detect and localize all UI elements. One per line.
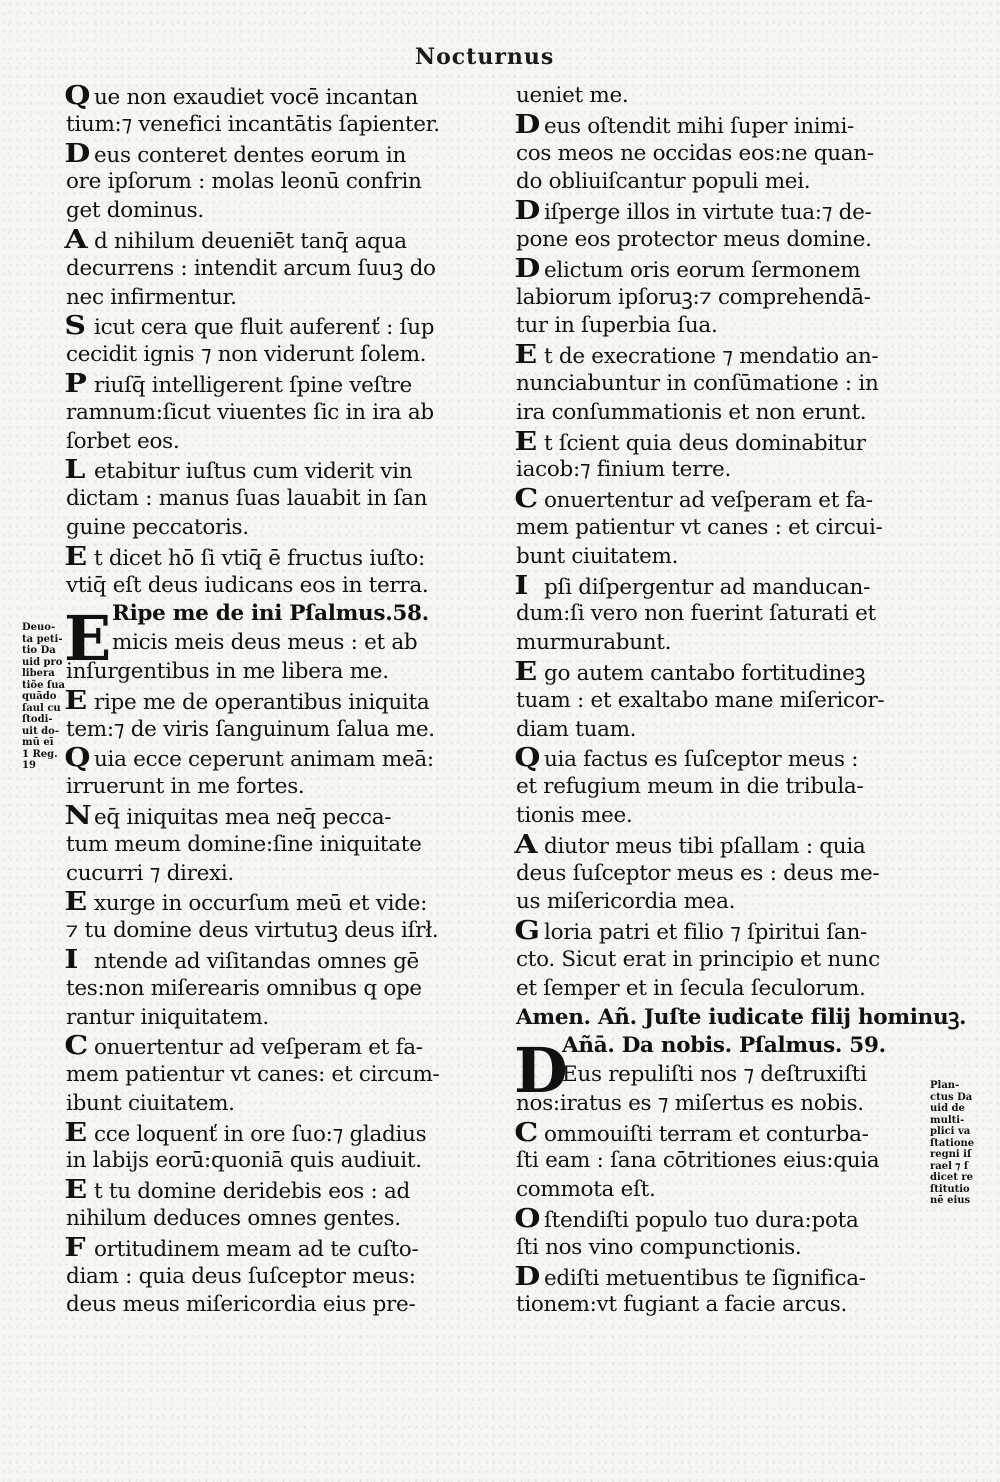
- text-line: [66, 1263, 486, 1292]
- text-line: [516, 456, 926, 485]
- text-line: [66, 1291, 486, 1320]
- text-line: [66, 802, 486, 831]
- line-text: nec infirmentur.: [66, 284, 237, 310]
- verse-initial: A: [64, 224, 88, 255]
- verse-initial: Q: [64, 81, 91, 111]
- text-line: [516, 82, 926, 111]
- text-line: [66, 831, 486, 860]
- text-line: [516, 1004, 967, 1033]
- text-line: [66, 716, 486, 745]
- line-text: mem patientur vt canes : et circui-: [516, 514, 883, 540]
- line-text: guine peccatoris.: [66, 514, 249, 540]
- text-line: [66, 1090, 486, 1119]
- line-text: ntende ad viſitandas omnes gē: [94, 948, 419, 974]
- text-line: [516, 716, 926, 745]
- line-text: diutor meus tibi pſallam : quia: [544, 833, 866, 859]
- text-line: [516, 1176, 926, 1205]
- line-text: nunciabuntur in conſūmatione : in: [516, 370, 879, 396]
- text-line: [66, 255, 486, 284]
- text-line: [66, 687, 486, 716]
- line-text: Ripe me de ini Pſalmus.58.: [112, 601, 429, 627]
- line-text: nihilum deduces omnes gentes.: [66, 1206, 401, 1232]
- text-line: [66, 1119, 486, 1148]
- line-text: icut cera que fluit auferenť : ſup: [94, 315, 435, 341]
- verse-initial: E: [64, 1117, 87, 1148]
- line-text: tes:non miſerearis omnibus q ope: [66, 975, 422, 1001]
- line-text: ibunt ciuitatem.: [66, 1090, 235, 1116]
- text-line: [66, 975, 486, 1004]
- text-line: [66, 917, 486, 946]
- line-text: elictum oris eorum ſermonem: [544, 257, 861, 283]
- line-text: d nihilum deueniēt tanq̄ aqua: [94, 228, 407, 254]
- line-text: xurge in occurſum meū et vide:: [94, 891, 428, 917]
- line-text: do obliuiſcantur populi mei.: [516, 169, 811, 195]
- line-text: uia factus es ſuſceptor meus :: [544, 747, 859, 773]
- line-text: iſperge illos in virtute tua:⁊ de-: [544, 200, 872, 226]
- line-text: bunt ciuitatem.: [516, 543, 679, 569]
- line-text: Amen. Añ. Juſte iudicate filij hominuꝫ.: [516, 1004, 967, 1030]
- text-line: [66, 1004, 486, 1033]
- decorated-initial-psalm-59: D: [514, 1034, 568, 1107]
- left-margin-note: Deuo- ta peti- tio Da uid pro libera tiõe ſua quādo ſaul cu ſtodi- uit do- mū eī 1 Reg. 19: [22, 622, 65, 771]
- text-line: [516, 312, 926, 341]
- text-line: [66, 1176, 486, 1205]
- line-text: rantur iniquitatem.: [66, 1004, 269, 1030]
- text-line: [66, 370, 486, 399]
- text-line: [66, 111, 486, 140]
- verse-initial: N: [64, 800, 92, 831]
- verse-initial: D: [514, 196, 540, 227]
- line-text: t de execratione ⁊ mendatio an-: [544, 344, 879, 370]
- text-line: [66, 543, 486, 572]
- verse-initial: E: [514, 340, 537, 371]
- verse-initial: D: [514, 253, 540, 284]
- line-text: tuam : et exaltabo mane miſericor-: [516, 687, 885, 713]
- line-text: tium:⁊ venefici incantātis ſapienter.: [66, 111, 440, 137]
- line-text: cucurri ⁊ direxi.: [66, 860, 234, 886]
- verse-initial: D: [514, 1261, 540, 1292]
- text-line: [66, 140, 486, 169]
- text-line: [516, 284, 926, 313]
- line-text: etabitur iuſtus cum viderit vin: [94, 459, 413, 485]
- verse-initial: E: [64, 887, 87, 918]
- line-text: mem patientur vt canes: et circum-: [66, 1062, 440, 1088]
- text-line: [516, 485, 926, 514]
- text-line: [66, 1061, 486, 1090]
- verse-initial: O: [514, 1204, 541, 1235]
- line-text: tur in ſuperbia ſua.: [516, 313, 718, 339]
- text-line: [66, 946, 486, 975]
- line-text: t tu domine deridebis eos : ad: [94, 1179, 410, 1205]
- text-line: [66, 572, 486, 601]
- line-text: deus meus miſericordia eius pre-: [66, 1292, 416, 1318]
- text-line: [66, 1205, 486, 1234]
- verse-initial: E: [64, 541, 87, 572]
- text-line: [516, 629, 926, 658]
- text-line: [66, 168, 486, 197]
- verse-initial: I: [64, 944, 79, 975]
- text-line: [516, 341, 926, 370]
- text-line: [516, 514, 926, 543]
- line-text: ripe me de operantibus iniquita: [94, 689, 430, 715]
- text-line: [66, 399, 486, 428]
- text-line: [66, 456, 486, 485]
- line-text: riuſq̄ intelligerent ſpine veſtre: [94, 372, 412, 398]
- text-line: [516, 1234, 926, 1263]
- text-line: [516, 1119, 926, 1148]
- text-line: [516, 1147, 926, 1176]
- text-line: [66, 312, 486, 341]
- text-line: [66, 744, 486, 773]
- line-text: ſti nos vino compunctionis.: [516, 1234, 802, 1260]
- line-text: t ſcient quia deus dominabitur: [544, 430, 866, 456]
- text-line: [516, 917, 926, 946]
- line-text: cecidit ignis ⁊ non viderunt ſolem.: [66, 342, 427, 368]
- line-text: diam : quia deus ſuſceptor meus:: [66, 1263, 416, 1289]
- line-text: inſurgentibus in me libera me.: [66, 658, 389, 684]
- line-text: commota eſt.: [516, 1177, 656, 1203]
- line-text: irruerunt in me fortes.: [66, 774, 305, 800]
- text-line: [66, 1147, 486, 1176]
- text-line: [66, 226, 486, 255]
- text-line: [66, 888, 486, 917]
- verse-initial: E: [514, 426, 537, 457]
- line-text: et ſemper et in ſecula ſeculorum.: [516, 975, 866, 1001]
- text-line: [516, 1263, 926, 1292]
- verse-initial: F: [64, 1232, 86, 1263]
- text-line: [66, 82, 486, 111]
- left-column: [66, 82, 486, 1320]
- text-line: [516, 1061, 926, 1090]
- line-text: tem:⁊ de viris ſanguinum ſalua me.: [66, 716, 435, 742]
- text-line: [516, 111, 926, 140]
- text-line: [66, 284, 486, 313]
- text-line: [516, 658, 926, 687]
- line-text: ueniet me.: [516, 83, 629, 108]
- verse-initial: E: [64, 1175, 87, 1206]
- text-line: [516, 831, 926, 860]
- line-text: iacob:⁊ finium terre.: [516, 457, 732, 483]
- text-line: [516, 140, 926, 169]
- line-text: ue non exaudiet vocē incantan: [94, 85, 418, 110]
- line-text: ore ipſorum : molas leonū confrin: [66, 169, 422, 195]
- text-line: [516, 399, 926, 428]
- text-line: [516, 543, 926, 572]
- text-line: [516, 572, 926, 601]
- text-line: [516, 370, 926, 399]
- line-text: eq̄ iniquitas mea neq̄ pecca-: [94, 804, 392, 830]
- text-line: [66, 514, 486, 543]
- line-text: onuertentur ad veſperam et fa-: [94, 1035, 423, 1061]
- line-text: cto. Sicut erat in principio et nunc: [516, 946, 880, 972]
- text-line: [516, 687, 926, 716]
- verse-initial: Q: [514, 743, 541, 774]
- line-text: pſi diſpergentur ad manducan-: [544, 574, 871, 600]
- text-line: [516, 1032, 926, 1061]
- verse-initial: L: [64, 455, 86, 486]
- text-line: [66, 1032, 486, 1061]
- line-text: ediſti metuentibus te ſignifica-: [544, 1265, 866, 1291]
- right-margin-note: Plan- ctus Da uid de multi- plici va ſtatione regni iſ rael ⁊ ſ dicet re ſtitutio nē eius: [930, 1080, 975, 1206]
- text-line: [66, 197, 486, 226]
- verse-initial: C: [64, 1031, 88, 1062]
- line-text: nos:iratus es ⁊ miſertus es nobis.: [516, 1090, 864, 1116]
- line-text: tionem:vt fugiant a facie arcus.: [516, 1292, 848, 1318]
- verse-initial: G: [514, 916, 540, 947]
- verse-initial: C: [514, 484, 538, 515]
- verse-initial: P: [64, 368, 87, 399]
- text-line: [66, 658, 486, 687]
- text-line: [516, 428, 926, 457]
- text-line: [66, 773, 486, 802]
- verse-initial: D: [64, 138, 90, 169]
- text-line: [516, 1205, 926, 1234]
- line-text: ⁊ tu domine deus virtutuꝫ deus iſrł.: [66, 918, 439, 944]
- text-line: [66, 428, 486, 457]
- text-line: [516, 600, 926, 629]
- line-text: labiorum ipſoruꝫ:⁊ comprehendā-: [516, 284, 871, 310]
- line-text: tum meum domine:ſine iniquitate: [66, 831, 422, 857]
- line-text: vtiq̄ eſt deus iudicans eos in terra.: [66, 572, 429, 598]
- line-text: eus conteret dentes eorum in: [94, 142, 407, 168]
- line-text: decurrens : intendit arcum ſuuꝫ do: [66, 255, 436, 281]
- text-line: [66, 860, 486, 889]
- line-text: et refugium meum in die tribula-: [516, 774, 864, 800]
- text-line: [66, 600, 486, 629]
- text-line: [516, 1291, 926, 1320]
- line-text: ramnum:ſicut viuentes ſic in ira ab: [66, 399, 434, 425]
- line-text: cce loquenť in ore ſuo:⁊ gladius: [94, 1121, 427, 1147]
- text-line: [516, 255, 926, 284]
- line-text: go autem cantabo fortitudineꝫ: [544, 660, 866, 686]
- text-line: [516, 860, 926, 889]
- line-text: cos meos ne occidas eos:ne quan-: [516, 140, 874, 166]
- text-line: [516, 802, 926, 831]
- line-text: onuertentur ad veſperam et fa-: [544, 488, 873, 514]
- line-text: ſtendiſti populo tuo dura:pota: [544, 1208, 859, 1234]
- text-line: [516, 975, 926, 1004]
- verse-initial: I: [514, 570, 529, 601]
- line-text: ommouiſti terram et conturba-: [544, 1121, 869, 1147]
- line-text: Eus repuliſti nos ⁊ deſtruxiſti: [562, 1062, 867, 1088]
- line-text: us miſericordia mea.: [516, 889, 736, 915]
- text-line: [516, 1090, 926, 1119]
- verse-initial: C: [514, 1117, 538, 1148]
- text-line: [66, 341, 486, 370]
- decorated-initial-psalm-58: E: [64, 602, 112, 675]
- verse-initial: E: [514, 656, 537, 687]
- line-text: tionis mee.: [516, 802, 633, 828]
- line-text: get dominus.: [66, 198, 204, 224]
- text-line: [516, 773, 926, 802]
- line-text: diam tuam.: [516, 716, 637, 742]
- line-text: loria patri et filio ⁊ ſpiritui ſan-: [544, 920, 867, 946]
- running-head: Nocturnus: [415, 44, 555, 70]
- line-text: deus ſuſceptor meus es : deus me-: [516, 860, 880, 886]
- verse-initial: Q: [64, 743, 91, 774]
- verse-initial: A: [514, 829, 538, 860]
- text-line: [516, 168, 926, 197]
- verse-initial: E: [64, 685, 87, 716]
- text-line: [66, 629, 486, 658]
- text-line: [66, 485, 486, 514]
- line-text: ſorbet eos.: [66, 428, 180, 454]
- text-line: [516, 946, 926, 975]
- line-text: uia ecce ceperunt animam meā:: [94, 747, 434, 773]
- text-line: [66, 1234, 486, 1263]
- text-line: [516, 197, 926, 226]
- line-text: dum:ſi vero non fuerint ſaturati et: [516, 601, 876, 627]
- line-text: ira conſummationis et non erunt.: [516, 399, 867, 425]
- text-line: [516, 226, 926, 255]
- line-text: ſti eam : ſana cōtritiones eius:quia: [516, 1148, 880, 1174]
- line-text: murmurabunt.: [516, 630, 672, 656]
- line-text: Añā. Da nobis. Pſalmus. 59.: [562, 1033, 886, 1059]
- line-text: dictam : manus ſuas lauabit in ſan: [66, 486, 428, 512]
- verse-initial: D: [514, 109, 540, 140]
- line-text: t dicet hō ſi vtiq̄ ē fructus iuſto:: [94, 545, 425, 571]
- line-text: pone eos protector meus domine.: [516, 226, 872, 252]
- verse-initial: S: [64, 311, 86, 342]
- line-text: in labijs eorū:quoniā quis audiuit.: [66, 1148, 422, 1174]
- line-text: micis meis deus meus : et ab: [112, 630, 418, 656]
- line-text: eus oſtendit mihi ſuper inimi-: [544, 113, 855, 139]
- text-line: [516, 888, 926, 917]
- line-text: ortitudinem meam ad te cuſto-: [94, 1236, 419, 1262]
- text-line: [516, 744, 926, 773]
